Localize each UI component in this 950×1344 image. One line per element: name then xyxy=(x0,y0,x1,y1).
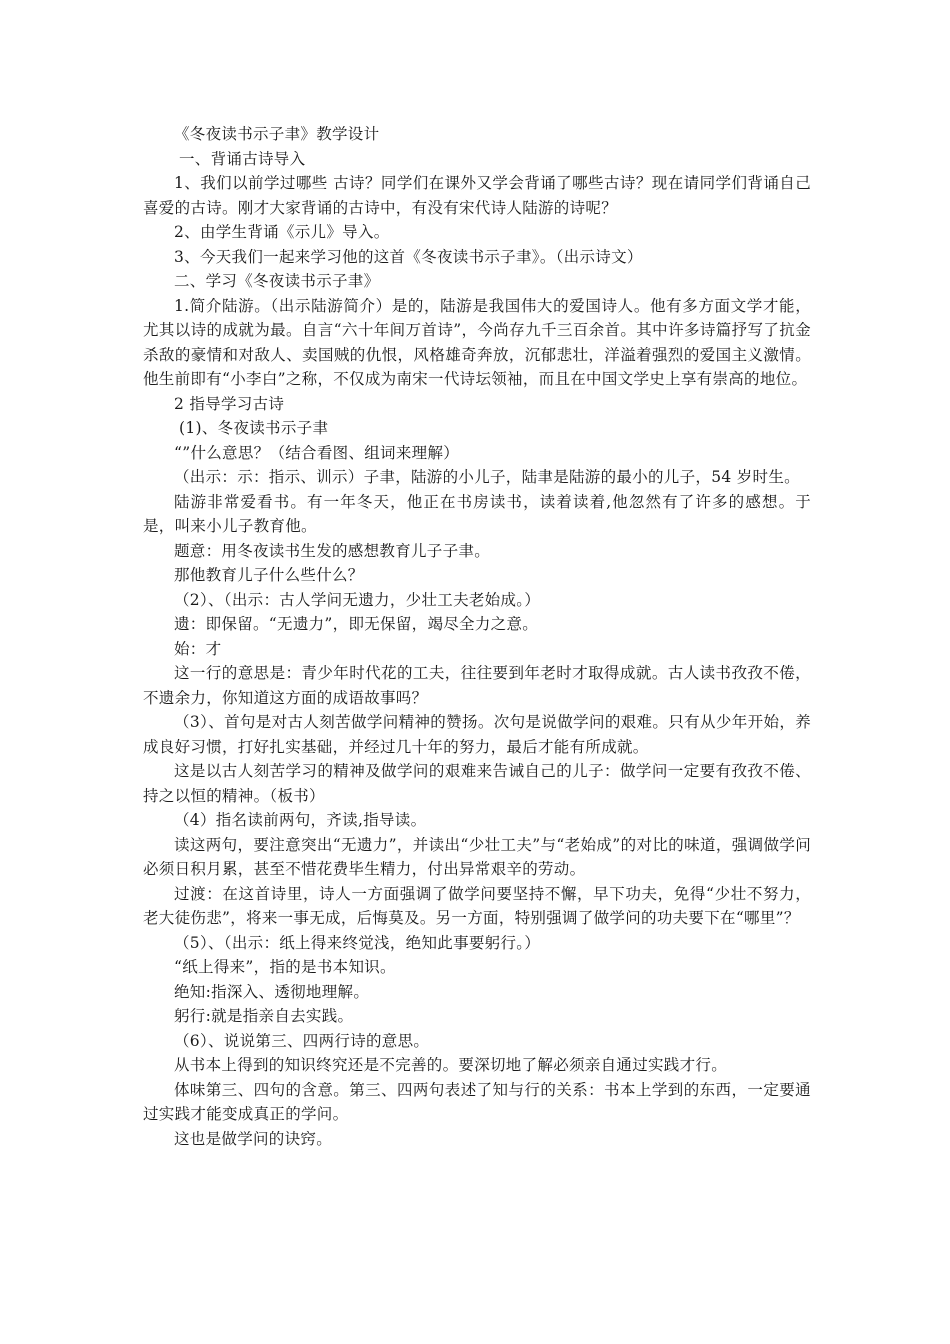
paragraph: “”什么意思？（结合看图、组词来理解） xyxy=(174,443,460,462)
paragraph: （6）、说说第三、四两行诗的意思。 xyxy=(174,1031,430,1050)
paragraph: 这一行的意思是：青少年时代花的工夫，往往要到年老时才取得成就。古人读书孜孜不倦，不遗余力，你知道这方面的成语故事吗？ xyxy=(143,664,811,707)
paragraph: （4）指名读前两句，齐读,指导读。 xyxy=(174,811,427,829)
paragraph: 那他教育儿子什么些什么？ xyxy=(174,566,364,584)
paragraph: 2 指导学习古诗 xyxy=(174,394,285,413)
section-heading: 二、学习《冬夜读书示子聿》 xyxy=(174,272,380,290)
section-heading: 一、背诵古诗导入 xyxy=(179,149,306,168)
paragraph: 2、由学生背诵《示儿》导入。 xyxy=(174,223,390,241)
document-body xyxy=(143,122,811,1151)
paragraph: 这是以古人刻苦学习的精神及做学问的艰难来告诫自己的儿子：做学问一定要有孜孜不倦、持之以恒的精神。（板书） xyxy=(143,762,811,805)
paragraph: 1、我们以前学过哪些 古诗？同学们在课外又学会背诵了哪些古诗？现在请同学们背诵自己喜爱的古诗。刚才大家背诵的古诗中，有没有宋代诗人陆游的诗呢？ xyxy=(143,174,811,217)
paragraph: （2）、（出示：古人学问无遗力，少壮工夫老始成。） xyxy=(174,590,541,609)
paragraph: 陆游非常爱看书。有一年冬天，他正在书房读书，读着读着,他忽然有了许多的感想。于是，叫来小儿子教育他。 xyxy=(143,492,811,535)
paragraph: 从书本上得到的知识终究还是不完善的。要深切地了解必须亲自通过实践才行。 xyxy=(174,1056,728,1074)
paragraph: （5）、（出示：纸上得来终觉浅，绝知此事要躬行。） xyxy=(174,933,541,952)
paragraph: 绝知:指深入、透彻地理解。 xyxy=(174,982,370,1001)
document-title: 《冬夜读书示子聿》教学设计 xyxy=(174,125,380,143)
paragraph: 题意：用冬夜读书生发的感想教育儿子子聿。 xyxy=(174,541,491,560)
paragraph: 遗：即保留。“无遗力”，即无保留，竭尽全力之意。 xyxy=(174,615,539,633)
paragraph: 1.简介陆游。（出示陆游简介）是的，陆游是我国伟大的爱国诗人。他有多方面文学才能，尤其以诗的成就为最。自言“六十年间万首诗”，今尚存九千三百余首。其中许多诗篇抒写了抗金杀敌的豪情和对敌人、卖国贼的仇恨，风格雄奇奔放，沉郁悲壮，洋溢着强烈的爱国主义激情。他生前即有“小李白”之称，不仅成为南宋一代诗坛领袖，而且在中国文学史上享有崇高的地位。 xyxy=(143,296,811,388)
paragraph: (1)、冬夜读书示子聿 xyxy=(179,419,329,437)
paragraph: 体味第三、四句的含意。第三、四两句表述了知与行的关系：书本上学到的东西，一定要通过实践才能变成真正的学问。 xyxy=(143,1080,811,1123)
paragraph: 这也是做学问的诀窍。 xyxy=(174,1129,333,1148)
paragraph: 躬行:就是指亲自去实践。 xyxy=(174,1007,354,1025)
paragraph: “纸上得来”，指的是书本知识。 xyxy=(174,958,396,976)
paragraph: 读这两句，要注意突出“无遗力”，并读出“少壮工夫”与“老始成”的对比的味道，强调做学问必须日积月累，甚至不惜花费毕生精力，付出异常艰辛的劳动。 xyxy=(143,835,811,878)
paragraph: 3、今天我们一起来学习他的这首《冬夜读书示子聿》。（出示诗文） xyxy=(174,247,643,266)
paragraph: （3）、首句是对古人刻苦做学问精神的赞扬。次句是说做学问的艰难。只有从少年开始，养成良好习惯，打好扎实基础，并经过几十年的努力，最后才能有所成就。 xyxy=(143,713,811,756)
paragraph: 始：才 xyxy=(174,639,222,658)
paragraph: （出示：示：指示、训示）子聿，陆游的小儿子，陆聿是陆游的最小的儿子，54 岁时生。 xyxy=(174,468,800,486)
paragraph: 过渡：在这首诗里，诗人一方面强调了做学问要坚持不懈，早下功夫，免得“少壮不努力，老大徒伤悲”，将来一事无成，后悔莫及。另一方面，特别强调了做学问的功夫要下在“哪里”？ xyxy=(143,884,811,927)
